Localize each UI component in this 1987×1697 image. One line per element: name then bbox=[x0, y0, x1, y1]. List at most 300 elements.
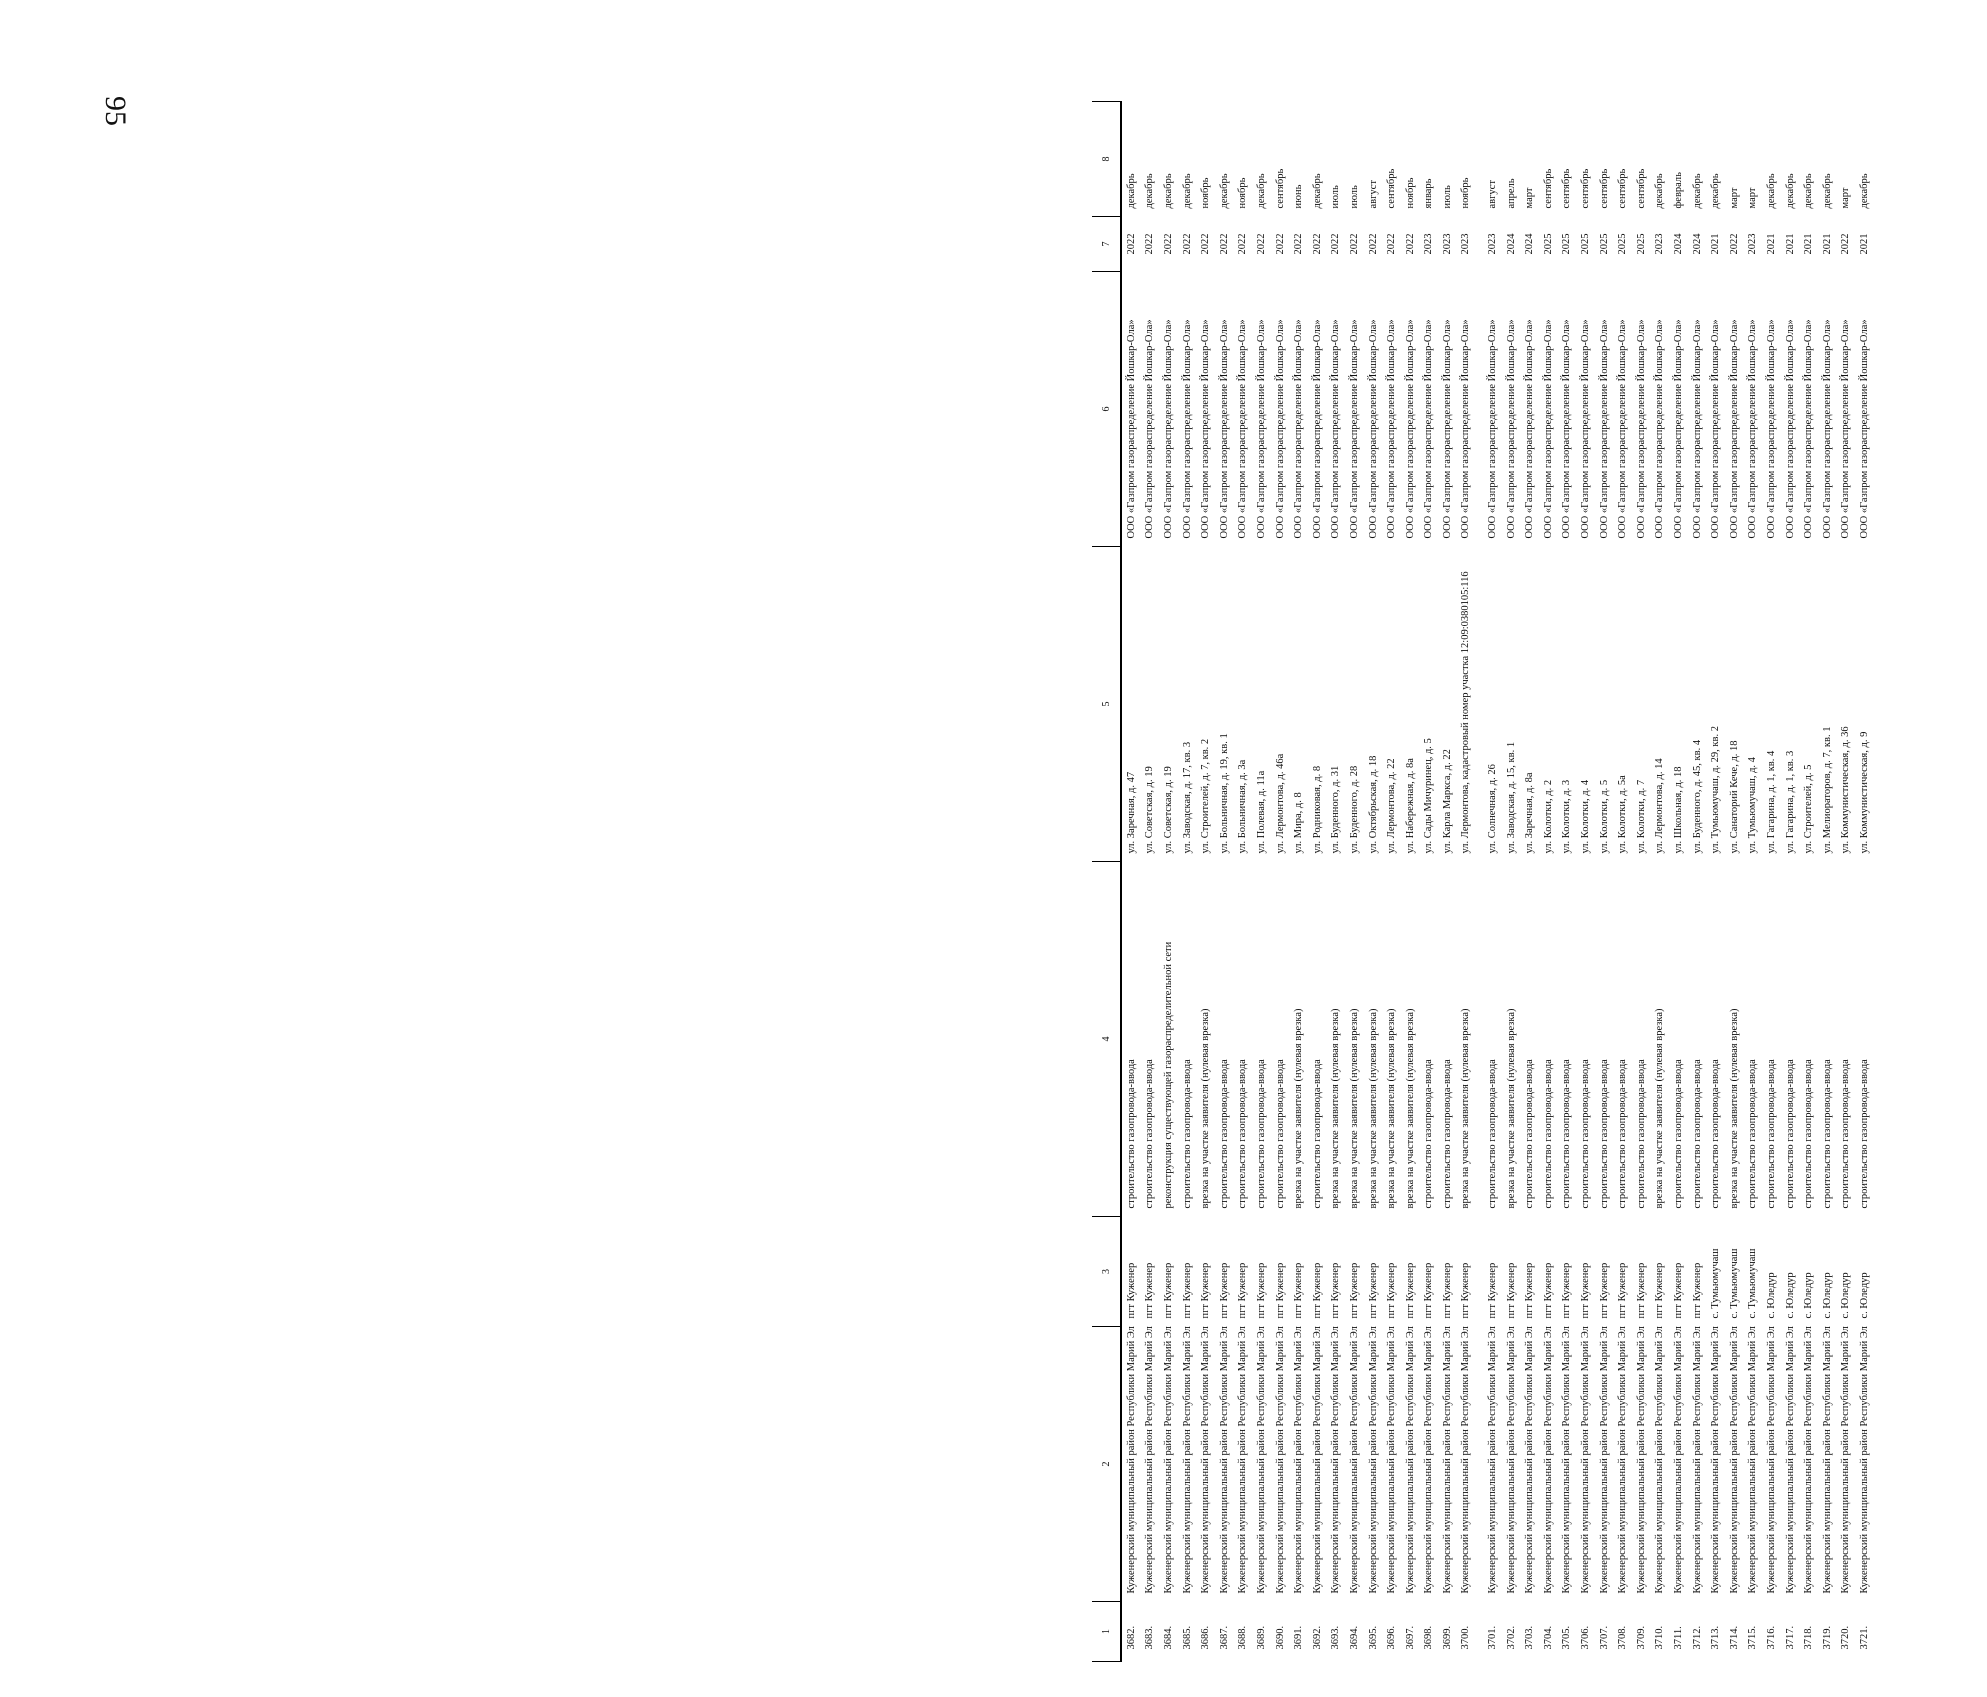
municipality-cell: Куженерский муниципальный район Республики Марий Эл bbox=[1840, 1326, 1852, 1594]
settlement-cell: пгт Куженер bbox=[1654, 1262, 1666, 1319]
year-cell: 2021 bbox=[1803, 233, 1815, 255]
settlement-cell: пгт Куженер bbox=[1404, 1262, 1416, 1319]
row-number-cell: 3710. bbox=[1654, 1625, 1666, 1650]
col-header-6: 6 bbox=[1092, 272, 1121, 547]
year-cell: 2025 bbox=[1617, 233, 1629, 255]
month-cell: сентябрь bbox=[1386, 168, 1398, 209]
organization-cell: ООО «Газпром газораспределение Йошкар-Ола» bbox=[1218, 319, 1230, 539]
row-number-cell: 3686. bbox=[1200, 1625, 1212, 1650]
month-cell: ноябрь bbox=[1460, 177, 1472, 209]
year-cell: 2023 bbox=[1654, 233, 1666, 255]
organization-cell: ООО «Газпром газораспределение Йошкар-Ола» bbox=[1200, 319, 1212, 539]
row-number-cell: 3705. bbox=[1561, 1625, 1573, 1650]
month-cell: август bbox=[1487, 180, 1499, 209]
table-row bbox=[1483, 102, 1502, 1662]
table-row bbox=[1539, 102, 1558, 1662]
year-cell: 2021 bbox=[1710, 233, 1722, 255]
table-row bbox=[1159, 102, 1178, 1662]
municipality-cell: Куженерский муниципальный район Республики Марий Эл bbox=[1330, 1326, 1342, 1594]
table-row bbox=[1744, 102, 1763, 1662]
address-cell: ул. Заводская, д. 15, кв. 1 bbox=[1505, 741, 1517, 854]
year-cell: 2022 bbox=[1404, 233, 1416, 255]
organization-cell: ООО «Газпром газораспределение Йошкар-Ола» bbox=[1673, 319, 1685, 539]
work-type-cell: врезка на участке заявителя (нулевая врезка) bbox=[1200, 1008, 1212, 1209]
address-cell: ул. Тумьюмучаш, д. 4 bbox=[1747, 757, 1759, 854]
organization-cell: ООО «Газпром газораспределение Йошкар-Ола» bbox=[1125, 319, 1137, 539]
month-cell: ноябрь bbox=[1404, 177, 1416, 209]
organization-cell: ООО «Газпром газораспределение Йошкар-Ола» bbox=[1330, 319, 1342, 539]
year-cell: 2023 bbox=[1487, 233, 1499, 255]
table-row bbox=[1558, 102, 1577, 1662]
month-cell: июль bbox=[1330, 185, 1342, 209]
municipality-cell: Куженерский муниципальный район Республики Марий Эл bbox=[1293, 1326, 1305, 1594]
year-cell: 2024 bbox=[1524, 233, 1536, 255]
row-number-cell: 3709. bbox=[1635, 1625, 1647, 1650]
row-number-cell: 3721. bbox=[1858, 1625, 1870, 1650]
year-cell: 2021 bbox=[1784, 233, 1796, 255]
organization-cell: ООО «Газпром газораспределение Йошкар-Ола» bbox=[1255, 319, 1267, 539]
settlement-cell: пгт Куженер bbox=[1617, 1262, 1629, 1319]
settlement-cell: с. Юледур bbox=[1840, 1272, 1852, 1319]
table-row bbox=[1382, 102, 1401, 1662]
organization-cell: ООО «Газпром газораспределение Йошкар-Ола» bbox=[1858, 319, 1870, 539]
year-cell: 2022 bbox=[1330, 233, 1342, 255]
organization-cell: ООО «Газпром газораспределение Йошкар-Ола» bbox=[1840, 319, 1852, 539]
work-type-cell: врезка на участке заявителя (нулевая врезка) bbox=[1330, 1008, 1342, 1209]
organization-cell: ООО «Газпром газораспределение Йошкар-Ола» bbox=[1367, 319, 1379, 539]
municipality-cell: Куженерский муниципальный район Республики Марий Эл bbox=[1125, 1326, 1137, 1594]
municipality-cell: Куженерский муниципальный район Республики Марий Эл bbox=[1386, 1326, 1398, 1594]
work-type-cell: строительство газопровода-ввода bbox=[1524, 1059, 1536, 1209]
settlement-cell: пгт Куженер bbox=[1635, 1262, 1647, 1319]
settlement-cell: пгт Куженер bbox=[1598, 1262, 1610, 1319]
month-cell: декабрь bbox=[1311, 173, 1323, 209]
settlement-cell: с. Юледур bbox=[1858, 1272, 1870, 1319]
table-row bbox=[1669, 102, 1688, 1662]
work-type-cell: строительство газопровода-ввода bbox=[1542, 1059, 1554, 1209]
table-row bbox=[1781, 102, 1800, 1662]
municipality-cell: Куженерский муниципальный район Республики Марий Эл bbox=[1255, 1326, 1267, 1594]
municipality-cell: Куженерский муниципальный район Республики Марий Эл bbox=[1598, 1326, 1610, 1594]
row-number-cell: 3708. bbox=[1617, 1625, 1629, 1650]
month-cell: март bbox=[1728, 187, 1740, 209]
col-header-2: 2 bbox=[1092, 1327, 1121, 1602]
organization-cell: ООО «Газпром газораспределение Йошкар-Ола» bbox=[1348, 319, 1360, 539]
municipality-cell: Куженерский муниципальный район Республики Марий Эл bbox=[1710, 1326, 1722, 1594]
row-number-cell: 3685. bbox=[1181, 1625, 1193, 1650]
month-cell: сентябрь bbox=[1580, 168, 1592, 209]
settlement-cell: с. Юледур bbox=[1803, 1272, 1815, 1319]
settlement-cell: пгт Куженер bbox=[1348, 1262, 1360, 1319]
year-cell: 2024 bbox=[1691, 233, 1703, 255]
work-type-cell: строительство газопровода-ввода bbox=[1747, 1059, 1759, 1209]
month-cell: февраль bbox=[1673, 172, 1685, 209]
work-type-cell: строительство газопровода-ввода bbox=[1617, 1059, 1629, 1209]
municipality-cell: Куженерский муниципальный район Республики Марий Эл bbox=[1784, 1326, 1796, 1594]
table-row bbox=[1308, 102, 1327, 1662]
address-cell: ул. Мелиораторов, д. 7, кв. 1 bbox=[1821, 726, 1833, 854]
month-cell: декабрь bbox=[1162, 173, 1174, 209]
organization-cell: ООО «Газпром газораспределение Йошкар-Ола» bbox=[1691, 319, 1703, 539]
organization-cell: ООО «Газпром газораспределение Йошкар-Ола» bbox=[1404, 319, 1416, 539]
settlement-cell: пгт Куженер bbox=[1255, 1262, 1267, 1319]
address-cell: ул. Строителей, д. 7, кв. 2 bbox=[1200, 738, 1212, 854]
row-number-cell: 3700. bbox=[1460, 1625, 1472, 1650]
month-cell: сентябрь bbox=[1561, 168, 1573, 209]
settlement-cell: пгт Куженер bbox=[1125, 1262, 1137, 1319]
month-cell: март bbox=[1840, 187, 1852, 209]
municipality-cell: Куженерский муниципальный район Республики Марий Эл bbox=[1524, 1326, 1536, 1594]
settlement-cell: пгт Куженер bbox=[1505, 1262, 1517, 1319]
organization-cell: ООО «Газпром газораспределение Йошкар-Ола» bbox=[1162, 319, 1174, 539]
municipality-cell: Куженерский муниципальный район Республики Марий Эл bbox=[1561, 1326, 1573, 1594]
organization-cell: ООО «Газпром газораспределение Йошкар-Ола» bbox=[1505, 319, 1517, 539]
settlement-cell: пгт Куженер bbox=[1330, 1262, 1342, 1319]
address-cell: ул. Советская, д. 19 bbox=[1144, 766, 1156, 854]
municipality-cell: Куженерский муниципальный район Республики Марий Эл bbox=[1487, 1326, 1499, 1594]
rotated-page bbox=[1092, 102, 1987, 1662]
table-row bbox=[1502, 102, 1521, 1662]
month-cell: сентябрь bbox=[1274, 168, 1286, 209]
table-row bbox=[1252, 102, 1271, 1662]
month-cell: март bbox=[1524, 187, 1536, 209]
month-cell: декабрь bbox=[1858, 173, 1870, 209]
row-number-cell: 3689. bbox=[1255, 1625, 1267, 1650]
address-cell: ул. Лермонтова, д. 22 bbox=[1386, 758, 1398, 854]
col-header-5: 5 bbox=[1092, 547, 1121, 862]
table-row bbox=[1855, 102, 1874, 1662]
address-cell: ул. Буденного, д. 45, кв. 4 bbox=[1691, 739, 1703, 854]
work-type-cell: врезка на участке заявителя (нулевая врезка) bbox=[1293, 1008, 1305, 1209]
organization-cell: ООО «Газпром газораспределение Йошкар-Ола» bbox=[1580, 319, 1592, 539]
municipality-cell: Куженерский муниципальный район Республики Марий Эл bbox=[1654, 1326, 1666, 1594]
municipality-cell: Куженерский муниципальный район Республики Марий Эл bbox=[1505, 1326, 1517, 1594]
row-number-cell: 3718. bbox=[1803, 1625, 1815, 1650]
settlement-cell: пгт Куженер bbox=[1460, 1262, 1472, 1319]
table-row bbox=[1196, 102, 1215, 1662]
municipality-cell: Куженерский муниципальный район Республики Марий Эл bbox=[1367, 1326, 1379, 1594]
organization-cell: ООО «Газпром газораспределение Йошкар-Ола» bbox=[1561, 319, 1573, 539]
organization-cell: ООО «Газпром газораспределение Йошкар-Ола» bbox=[1237, 319, 1249, 539]
year-cell: 2022 bbox=[1237, 233, 1249, 255]
municipality-cell: Куженерский муниципальный район Республики Марий Эл bbox=[1542, 1326, 1554, 1594]
organization-cell: ООО «Газпром газораспределение Йошкар-Ола» bbox=[1487, 319, 1499, 539]
settlement-cell: пгт Куженер bbox=[1311, 1262, 1323, 1319]
table-row bbox=[1215, 102, 1234, 1662]
settlement-cell: пгт Куженер bbox=[1274, 1262, 1286, 1319]
settlement-cell: пгт Куженер bbox=[1237, 1262, 1249, 1319]
organization-cell: ООО «Газпром газораспределение Йошкар-Ола» bbox=[1311, 319, 1323, 539]
year-cell: 2023 bbox=[1423, 233, 1435, 255]
municipality-cell: Куженерский муниципальный район Республики Марий Эл bbox=[1348, 1326, 1360, 1594]
address-cell: ул. Санаторий Кече, д. 18 bbox=[1728, 740, 1740, 854]
month-cell: декабрь bbox=[1181, 173, 1193, 209]
work-type-cell: реконструкция существующей газораспределительной сети bbox=[1162, 941, 1174, 1209]
address-cell: ул. Советская, д. 19 bbox=[1162, 766, 1174, 854]
month-cell: декабрь bbox=[1710, 173, 1722, 209]
table-row bbox=[1799, 102, 1818, 1662]
settlement-cell: пгт Куженер bbox=[1441, 1262, 1453, 1319]
row-number-cell: 3715. bbox=[1747, 1625, 1759, 1650]
address-cell: ул. Заводская, д. 17, кв. 3 bbox=[1181, 741, 1193, 854]
row-number-cell: 3693. bbox=[1330, 1625, 1342, 1650]
address-cell: ул. Колотки, д. 3 bbox=[1561, 779, 1573, 854]
row-number-cell: 3699. bbox=[1441, 1625, 1453, 1650]
month-cell: январь bbox=[1423, 178, 1435, 209]
address-cell: ул. Буденного, д. 31 bbox=[1330, 765, 1342, 854]
year-cell: 2022 bbox=[1125, 233, 1137, 255]
organization-cell: ООО «Газпром газораспределение Йошкар-Ола» bbox=[1293, 319, 1305, 539]
municipality-cell: Куженерский муниципальный район Республики Марий Эл bbox=[1765, 1326, 1777, 1594]
organization-cell: ООО «Газпром газораспределение Йошкар-Ола» bbox=[1460, 319, 1472, 539]
month-cell: декабрь bbox=[1821, 173, 1833, 209]
settlement-cell: пгт Куженер bbox=[1487, 1262, 1499, 1319]
year-cell: 2025 bbox=[1561, 233, 1573, 255]
table-row bbox=[1595, 102, 1614, 1662]
municipality-cell: Куженерский муниципальный район Республики Марий Эл bbox=[1635, 1326, 1647, 1594]
municipality-cell: Куженерский муниципальный район Республики Марий Эл bbox=[1144, 1326, 1156, 1594]
table-row bbox=[1706, 102, 1725, 1662]
row-number-cell: 3698. bbox=[1423, 1625, 1435, 1650]
address-cell: ул. Набережная, д. 8а bbox=[1404, 758, 1416, 854]
municipality-cell: Куженерский муниципальный район Республики Марий Эл bbox=[1237, 1326, 1249, 1594]
organization-cell: ООО «Газпром газораспределение Йошкар-Ола» bbox=[1598, 319, 1610, 539]
year-cell: 2022 bbox=[1386, 233, 1398, 255]
year-cell: 2023 bbox=[1747, 233, 1759, 255]
work-type-cell: строительство газопровода-ввода bbox=[1840, 1059, 1852, 1209]
year-cell: 2021 bbox=[1765, 233, 1777, 255]
municipality-cell: Куженерский муниципальный район Республики Марий Эл bbox=[1423, 1326, 1435, 1594]
work-type-cell: строительство газопровода-ввода bbox=[1691, 1059, 1703, 1209]
address-cell: ул. Строителей, д. 5 bbox=[1803, 764, 1815, 854]
table-row bbox=[1632, 102, 1651, 1662]
col-header-4: 4 bbox=[1092, 862, 1121, 1217]
municipality-cell: Куженерский муниципальный район Республики Марий Эл bbox=[1274, 1326, 1286, 1594]
municipality-cell: Куженерский муниципальный район Республики Марий Эл bbox=[1460, 1326, 1472, 1594]
row-number-cell: 3711. bbox=[1673, 1626, 1685, 1650]
address-cell: ул. Полевая, д. 11а bbox=[1255, 770, 1267, 854]
settlement-cell: пгт Куженер bbox=[1423, 1262, 1435, 1319]
settlement-cell: пгт Куженер bbox=[1162, 1262, 1174, 1319]
month-cell: декабрь bbox=[1218, 173, 1230, 209]
work-type-cell: строительство газопровода-ввода bbox=[1311, 1059, 1323, 1209]
col-header-7: 7 bbox=[1092, 217, 1121, 272]
organization-cell: ООО «Газпром газораспределение Йошкар-Ола» bbox=[1710, 319, 1722, 539]
col-header-1: 1 bbox=[1092, 1602, 1121, 1662]
municipality-cell: Куженерский муниципальный район Республики Марий Эл bbox=[1691, 1326, 1703, 1594]
work-type-cell: врезка на участке заявителя (нулевая врезка) bbox=[1404, 1008, 1416, 1209]
work-type-cell: строительство газопровода-ввода bbox=[1598, 1059, 1610, 1209]
municipality-cell: Куженерский муниципальный район Республики Марий Эл bbox=[1617, 1326, 1629, 1594]
table-row bbox=[1576, 102, 1595, 1662]
settlement-cell: с. Тумьюмучаш bbox=[1710, 1248, 1722, 1319]
year-cell: 2022 bbox=[1367, 233, 1379, 255]
group-spacer bbox=[1475, 102, 1483, 1662]
municipality-cell: Куженерский муниципальный район Республики Марий Эл bbox=[1747, 1326, 1759, 1594]
month-cell: декабрь bbox=[1654, 173, 1666, 209]
row-number-cell: 3688. bbox=[1237, 1625, 1249, 1650]
work-type-cell: врезка на участке заявителя (нулевая врезка) bbox=[1654, 1008, 1666, 1209]
table-row bbox=[1837, 102, 1856, 1662]
work-type-cell: врезка на участке заявителя (нулевая врезка) bbox=[1367, 1008, 1379, 1209]
table-row bbox=[1234, 102, 1253, 1662]
table-row bbox=[1364, 102, 1383, 1662]
year-cell: 2021 bbox=[1821, 233, 1833, 255]
organization-cell: ООО «Газпром газораспределение Йошкар-Ола» bbox=[1274, 319, 1286, 539]
settlement-cell: пгт Куженер bbox=[1218, 1262, 1230, 1319]
work-type-cell: строительство газопровода-ввода bbox=[1255, 1059, 1267, 1209]
work-type-cell: строительство газопровода-ввода bbox=[1423, 1059, 1435, 1209]
month-cell: сентябрь bbox=[1635, 168, 1647, 209]
year-cell: 2022 bbox=[1274, 233, 1286, 255]
organization-cell: ООО «Газпром газораспределение Йошкар-Ола» bbox=[1821, 319, 1833, 539]
work-type-cell: строительство газопровода-ввода bbox=[1858, 1059, 1870, 1209]
settlement-cell: с. Юледур bbox=[1765, 1272, 1777, 1319]
municipality-cell: Куженерский муниципальный район Республики Марий Эл bbox=[1580, 1326, 1592, 1594]
settlement-cell: пгт Куженер bbox=[1561, 1262, 1573, 1319]
year-cell: 2025 bbox=[1598, 233, 1610, 255]
address-cell: ул. Сады Мичуринец, д. 5 bbox=[1423, 738, 1435, 854]
municipality-cell: Куженерский муниципальный район Республики Марий Эл bbox=[1200, 1326, 1212, 1594]
settlement-cell: пгт Куженер bbox=[1200, 1262, 1212, 1319]
settlement-cell: с. Юледур bbox=[1821, 1272, 1833, 1319]
organization-cell: ООО «Газпром газораспределение Йошкар-Ола» bbox=[1386, 319, 1398, 539]
municipality-cell: Куженерский муниципальный район Республики Марий Эл bbox=[1858, 1326, 1870, 1594]
settlement-cell: пгт Куженер bbox=[1367, 1262, 1379, 1319]
table-row bbox=[1121, 102, 1141, 1662]
table-row bbox=[1457, 102, 1476, 1662]
municipality-cell: Куженерский муниципальный район Республики Марий Эл bbox=[1821, 1326, 1833, 1594]
address-cell: ул. Коммунистическая, д. 36 bbox=[1840, 726, 1852, 854]
year-cell: 2022 bbox=[1218, 233, 1230, 255]
month-cell: декабрь bbox=[1691, 173, 1703, 209]
settlement-cell: пгт Куженер bbox=[1386, 1262, 1398, 1319]
month-cell: март bbox=[1747, 187, 1759, 209]
month-cell: декабрь bbox=[1803, 173, 1815, 209]
year-cell: 2022 bbox=[1181, 233, 1193, 255]
year-cell: 2025 bbox=[1635, 233, 1647, 255]
address-cell: ул. Больничная, д. 3а bbox=[1237, 759, 1249, 854]
settlement-cell: с. Тумьюмучаш bbox=[1747, 1248, 1759, 1319]
address-cell: ул. Гагарина, д. 1, кв. 3 bbox=[1784, 750, 1796, 854]
municipality-cell: Куженерский муниципальный район Республики Марий Эл bbox=[1311, 1326, 1323, 1594]
month-cell: сентябрь bbox=[1617, 168, 1629, 209]
settlement-cell: с. Юледур bbox=[1784, 1272, 1796, 1319]
address-cell: ул. Лермонтова, д. 46а bbox=[1274, 753, 1286, 854]
organization-cell: ООО «Газпром газораспределение Йошкар-Ола» bbox=[1144, 319, 1156, 539]
organization-cell: ООО «Газпром газораспределение Йошкар-Ола» bbox=[1441, 319, 1453, 539]
year-cell: 2022 bbox=[1144, 233, 1156, 255]
table-row bbox=[1420, 102, 1439, 1662]
row-number-cell: 3703. bbox=[1524, 1625, 1536, 1650]
header-row bbox=[1092, 102, 1121, 1662]
work-type-cell: врезка на участке заявителя (нулевая врезка) bbox=[1505, 1008, 1517, 1209]
address-cell: ул. Карла Маркса, д. 22 bbox=[1441, 749, 1453, 854]
organization-cell: ООО «Газпром газораспределение Йошкар-Ола» bbox=[1181, 319, 1193, 539]
address-cell: ул. Заречная, д. 47 bbox=[1125, 771, 1137, 854]
address-cell: ул. Лермонтова, д. 14 bbox=[1654, 758, 1666, 854]
gas-connection-table bbox=[1092, 101, 1874, 1662]
municipality-cell: Куженерский муниципальный район Республики Марий Эл bbox=[1181, 1326, 1193, 1594]
work-type-cell: строительство газопровода-ввода bbox=[1487, 1059, 1499, 1209]
table-row bbox=[1271, 102, 1290, 1662]
address-cell: ул. Колотки, д. 5а bbox=[1617, 775, 1629, 854]
table-row bbox=[1818, 102, 1837, 1662]
row-number-cell: 3695. bbox=[1367, 1625, 1379, 1650]
row-number-cell: 3720. bbox=[1840, 1625, 1852, 1650]
month-cell: ноябрь bbox=[1200, 177, 1212, 209]
address-cell: ул. Октябрьская, д. 18 bbox=[1367, 755, 1379, 854]
settlement-cell: пгт Куженер bbox=[1293, 1262, 1305, 1319]
organization-cell: ООО «Газпром газораспределение Йошкар-Ола» bbox=[1784, 319, 1796, 539]
year-cell: 2023 bbox=[1441, 233, 1453, 255]
work-type-cell: строительство газопровода-ввода bbox=[1784, 1059, 1796, 1209]
group-spacer-cell bbox=[1475, 102, 1483, 1662]
month-cell: декабрь bbox=[1125, 173, 1137, 209]
organization-cell: ООО «Газпром газораспределение Йошкар-Ола» bbox=[1617, 319, 1629, 539]
row-number-cell: 3687. bbox=[1218, 1625, 1230, 1650]
row-number-cell: 3719. bbox=[1821, 1625, 1833, 1650]
work-type-cell: строительство газопровода-ввода bbox=[1803, 1059, 1815, 1209]
settlement-cell: пгт Куженер bbox=[1524, 1262, 1536, 1319]
municipality-cell: Куженерский муниципальный район Республики Марий Эл bbox=[1404, 1326, 1416, 1594]
address-cell: ул. Солнечная, д. 26 bbox=[1487, 764, 1499, 854]
row-number-cell: 3691. bbox=[1293, 1625, 1305, 1650]
year-cell: 2022 bbox=[1840, 233, 1852, 255]
work-type-cell: строительство газопровода-ввода bbox=[1274, 1059, 1286, 1209]
table-row bbox=[1688, 102, 1707, 1662]
row-number-cell: 3716. bbox=[1765, 1625, 1777, 1650]
municipality-cell: Куженерский муниципальный район Республики Марий Эл bbox=[1218, 1326, 1230, 1594]
organization-cell: ООО «Газпром газораспределение Йошкар-Ола» bbox=[1524, 319, 1536, 539]
work-type-cell: строительство газопровода-ввода bbox=[1673, 1059, 1685, 1209]
municipality-cell: Куженерский муниципальный район Республики Марий Эл bbox=[1673, 1326, 1685, 1594]
settlement-cell: пгт Куженер bbox=[1181, 1262, 1193, 1319]
work-type-cell: врезка на участке заявителя (нулевая врезка) bbox=[1386, 1008, 1398, 1209]
table-row bbox=[1141, 102, 1160, 1662]
work-type-cell: строительство газопровода-ввода bbox=[1635, 1059, 1647, 1209]
row-number-cell: 3684. bbox=[1162, 1625, 1174, 1650]
municipality-cell: Куженерский муниципальный район Республики Марий Эл bbox=[1162, 1326, 1174, 1594]
row-number-cell: 3713. bbox=[1710, 1625, 1722, 1650]
row-number-cell: 3712. bbox=[1691, 1625, 1703, 1650]
row-number-cell: 3714. bbox=[1728, 1625, 1740, 1650]
row-number-cell: 3696. bbox=[1386, 1625, 1398, 1650]
year-cell: 2022 bbox=[1200, 233, 1212, 255]
month-cell: сентябрь bbox=[1598, 168, 1610, 209]
organization-cell: ООО «Газпром газораспределение Йошкар-Ола» bbox=[1654, 319, 1666, 539]
work-type-cell: врезка на участке заявителя (нулевая врезка) bbox=[1348, 1008, 1360, 1209]
work-type-cell: строительство газопровода-ввода bbox=[1710, 1059, 1722, 1209]
address-cell: ул. Школьная, д. 18 bbox=[1673, 766, 1685, 854]
address-cell: ул. Буденного, д. 28 bbox=[1348, 765, 1360, 854]
municipality-cell: Куженерский муниципальный район Республики Марий Эл bbox=[1803, 1326, 1815, 1594]
address-cell: ул. Заречная, д. 8а bbox=[1524, 772, 1536, 854]
settlement-cell: пгт Куженер bbox=[1144, 1262, 1156, 1319]
table-row bbox=[1520, 102, 1539, 1662]
address-cell: ул. Родниковая, д. 8 bbox=[1311, 765, 1323, 854]
row-number-cell: 3682. bbox=[1125, 1625, 1137, 1650]
settlement-cell: с. Тумьюмучаш bbox=[1728, 1248, 1740, 1319]
row-number-cell: 3704. bbox=[1542, 1625, 1554, 1650]
settlement-cell: пгт Куженер bbox=[1542, 1262, 1554, 1319]
month-cell: июль bbox=[1441, 185, 1453, 209]
row-number-cell: 3706. bbox=[1580, 1625, 1592, 1650]
work-type-cell: врезка на участке заявителя (нулевая врезка) bbox=[1460, 1008, 1472, 1209]
organization-cell: ООО «Газпром газораспределение Йошкар-Ола» bbox=[1728, 319, 1740, 539]
year-cell: 2024 bbox=[1673, 233, 1685, 255]
month-cell: декабрь bbox=[1144, 173, 1156, 209]
